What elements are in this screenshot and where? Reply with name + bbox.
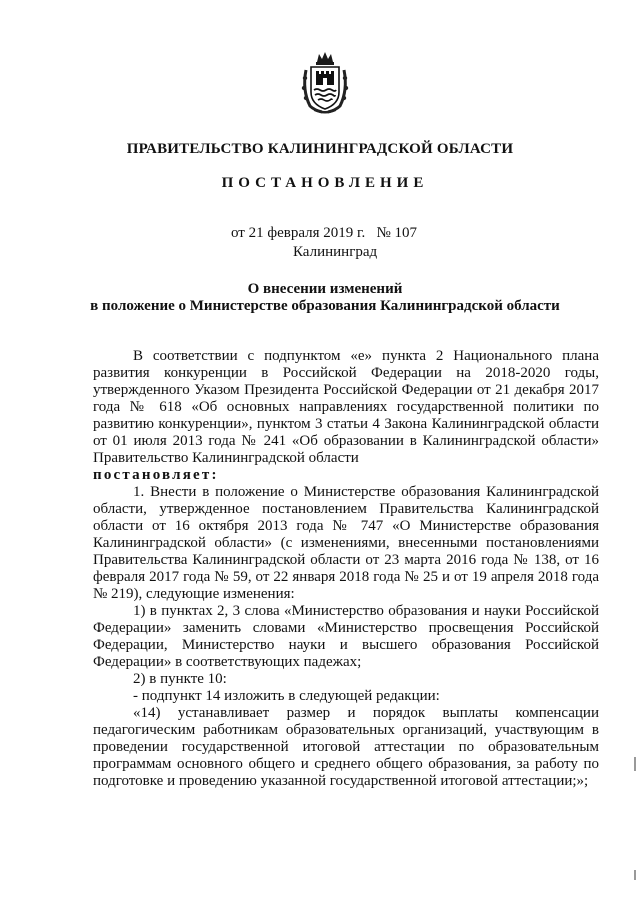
subject-line-2: в положение о Министерстве образования Калининградской области [90,298,560,314]
document-type: ПОСТАНОВЛЕНИЕ [221,175,429,191]
document-subject [0,281,640,315]
subitem-2a-paragraph: - подпункт 14 изложить в следующей редакции: [133,688,440,704]
subject-line-1: О внесении изменений [247,281,403,297]
coat-of-arms-icon [300,50,350,114]
document-body [93,348,599,790]
subitem-1-paragraph: 1) в пунктах 2, 3 слова «Министерство образования и науки Российской Федерации» заменить словами «Министерство просвещения Российской Федерации, Министерство науки и высшего образования Российской Федерации» в соответствующих падежах; [93,603,599,670]
date-and-number: от 21 февраля 2019 г. № 107 [231,225,418,241]
item-1-paragraph: 1. Внести в положение о Министерстве образования Калининградской области, утвержденное постановлением Правительства Калининградской области от 16 октября 2013 года № 747 «О Министерстве образования Калининградской области» (с изменениями, внесенными постановлениями Правительства Калининградской области от 23 марта 2016 года № 138, от 16 февраля 2017 года № 59, от 22 января 2018 года № 25 и от 19 апреля 2018 года № 219), следующие изменения: [93,484,599,602]
quoted-subitem-14: «14) устанавливает размер и порядок выплаты компенсации педагогическим работникам образовательных организаций, участвующим в проведении государственной итоговой аттестации по образовательным программам основного общего и среднего общего образования, за работу по подготовке и проведению указанной государственной итоговой аттестации;»; [93,705,599,789]
government-title: ПРАВИТЕЛЬСТВО КАЛИНИНГРАДСКОЙ ОБЛАСТИ [126,141,514,157]
resolves-keyword: постановляет: [93,467,219,483]
city: Калининград [293,244,378,260]
preamble-paragraph: В соответствии с подпунктом «е» пункта 2 Национального плана развития конкуренции в Российской Федерации на 2018-2020 годы, утвержденного Указом Президента Российской Федерации от 21 декабря 2017 года № 618 «Об основных направлениях государственной политики по развитию конкуренции», пунктом 3 статьи 4 Закона Калининградской области от 01 июля 2013 года № 241 «Об образовании в Калининградской области» Правительство Калининградской области [93,348,599,466]
subitem-2-paragraph: 2) в пункте 10: [133,671,227,687]
scan-edge-mark [634,757,636,771]
scan-edge-mark [634,870,636,880]
